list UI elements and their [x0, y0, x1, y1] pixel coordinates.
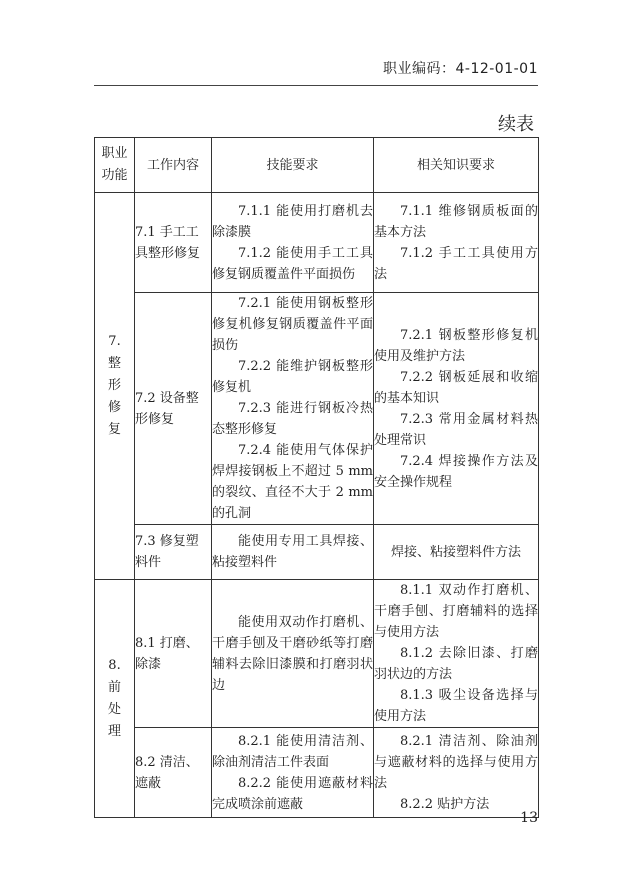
table-row [95, 580, 539, 728]
table-row [95, 293, 539, 525]
header-work: 工作内容 [135, 138, 212, 193]
work-cell: 7.1 手工工具整形修复 [135, 193, 212, 293]
skills-requirements-table [94, 137, 539, 818]
work-cell: 8.2 清洁、遮蔽 [135, 728, 212, 818]
header-rule [94, 85, 538, 86]
table-row [95, 728, 539, 818]
knowledge-cell: 8.1.1 双动作打磨机、干磨手刨、打磨辅料的选择与使用方法 8.1.2 去除旧漆、打磨羽状边的方法 8.1.3 吸尘设备选择与使用方法 [374, 580, 539, 728]
work-cell: 8.1 打磨、除漆 [135, 580, 212, 728]
skill-cell: 8.2.1 能使用清洁剂、除油剂清洁工件表面 8.2.2 能使用遮蔽材料完成喷涂前遮蔽 [212, 728, 374, 818]
work-cell: 7.2 设备整形修复 [135, 293, 212, 525]
table-header-row [95, 138, 539, 193]
occupation-code: 职业编码：4-12-01-01 [382, 61, 538, 77]
header-function: 职业功能 [95, 138, 135, 193]
skill-cell: 能使用专用工具焊接、粘接塑料件 [212, 525, 374, 580]
skill-cell: 能使用双动作打磨机、干磨手刨及干磨砂纸等打磨辅料去除旧漆膜和打磨羽状边 [212, 580, 374, 728]
header-knowledge: 相关知识要求 [374, 138, 539, 193]
knowledge-cell: 7.1.1 维修钢质板面的基本方法 7.1.2 手工工具使用方法 [374, 193, 539, 293]
function-cell-8: 8.前处理 [95, 580, 135, 818]
table-row [95, 193, 539, 293]
table-row [95, 525, 539, 580]
header-skills: 技能要求 [212, 138, 374, 193]
knowledge-cell: 8.2.1 清洁剂、除油剂与遮蔽材料的选择与使用方法 8.2.2 贴护方法 [374, 728, 539, 818]
skill-cell: 7.2.1 能使用钢板整形修复机修复钢质覆盖件平面损伤 7.2.2 能维护钢板整形修复机 7.2.3 能进行钢板冷热态整形修复 7.2.4 能使用气体保护焊焊接钢板上不超过 5 mm 的裂纹、直径不大于 2 mm 的孔洞 [212, 293, 374, 525]
function-cell-7: 7.整形修复 [95, 193, 135, 580]
knowledge-cell: 焊接、粘接塑料件方法 [374, 525, 539, 580]
work-cell: 7.3 修复塑料件 [135, 525, 212, 580]
continued-label: 续表 [498, 114, 534, 135]
page-number: 13 [520, 810, 538, 826]
knowledge-cell: 7.2.1 钢板整形修复机使用及维护方法 7.2.2 钢板延展和收缩的基本知识 7.2.3 常用金属材料热处理常识 7.2.4 焊接操作方法及安全操作规程 [374, 293, 539, 525]
skill-cell: 7.1.1 能使用打磨机去除漆膜 7.1.2 能使用手工工具修复钢质覆盖件平面损伤 [212, 193, 374, 293]
